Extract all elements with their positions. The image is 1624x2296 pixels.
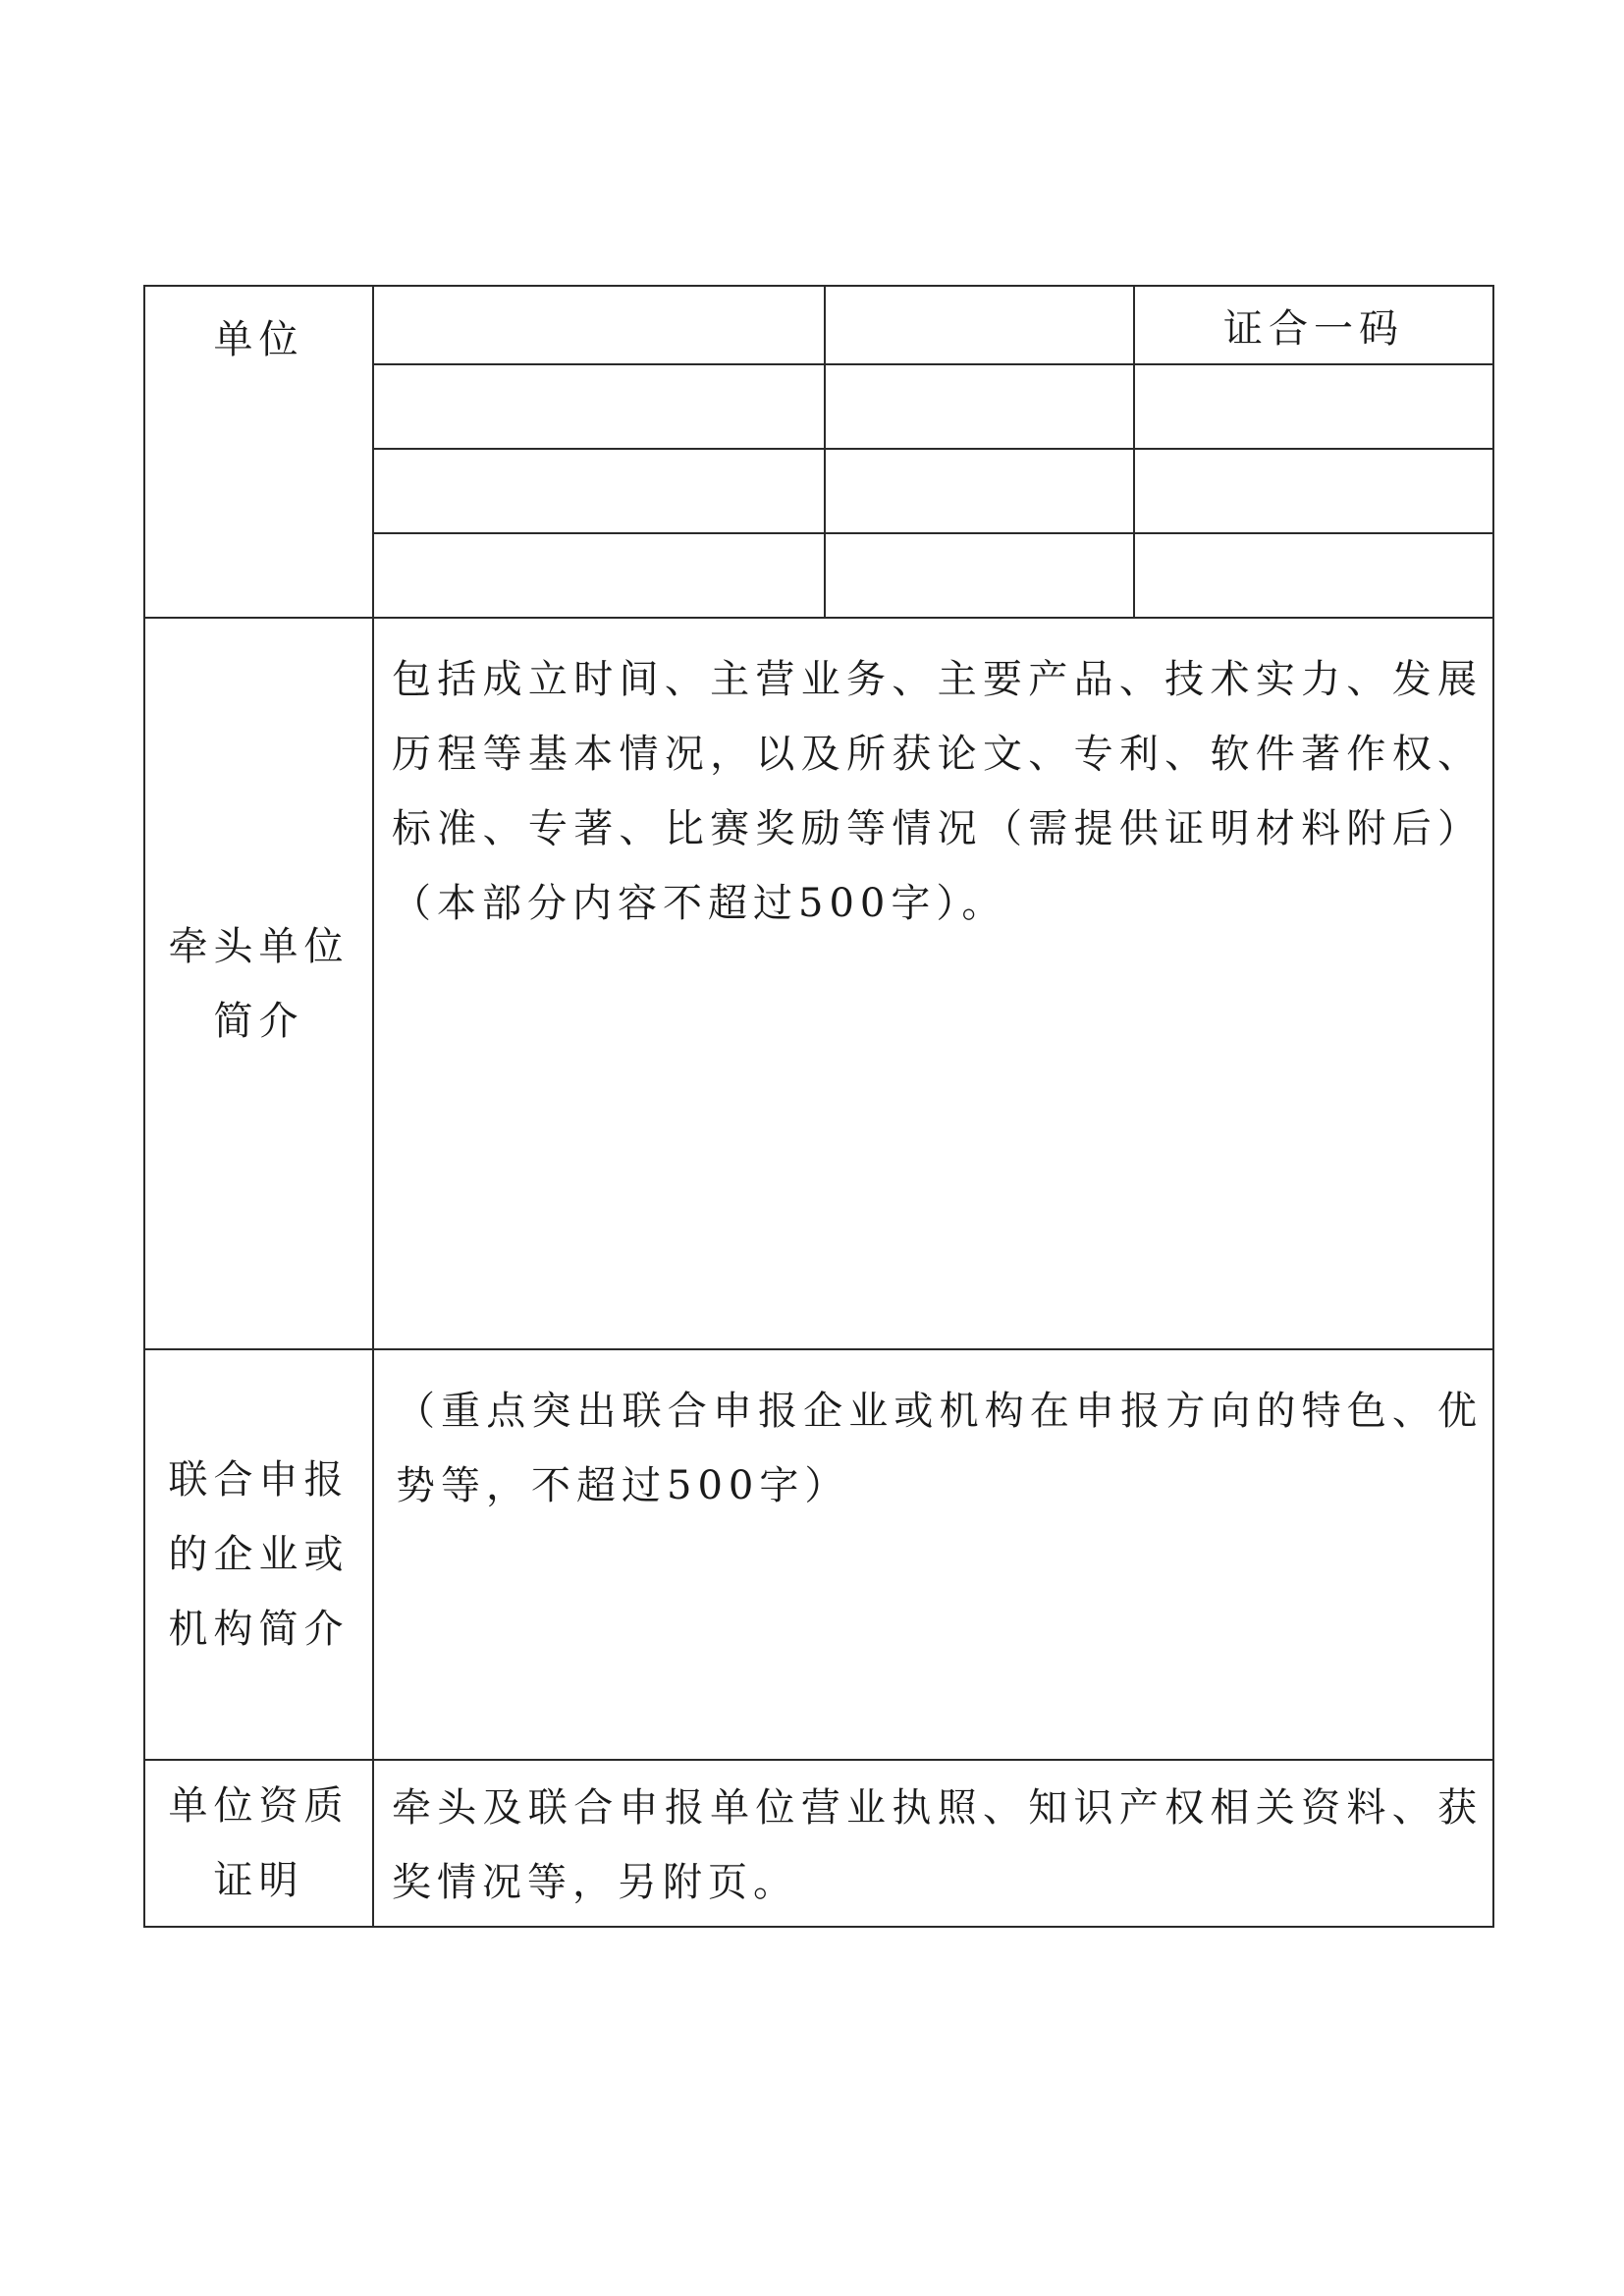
joint-intro-content[interactable]: （重点突出联合申报企业或机构在申报方向的特色、优势等，不超过500字） bbox=[373, 1349, 1493, 1760]
joint-intro-label-line-3: 机构简介 bbox=[168, 1607, 350, 1652]
unit-name-field-1[interactable] bbox=[373, 286, 825, 364]
application-form-table bbox=[143, 285, 1494, 1928]
credit-code-field-4[interactable] bbox=[1134, 533, 1493, 618]
credit-code-field-3[interactable] bbox=[1134, 449, 1493, 533]
unit-info-field-2[interactable] bbox=[825, 364, 1134, 449]
qualification-content[interactable]: 牵头及联合申报单位营业执照、知识产权相关资料、获奖情况等，另附页。 bbox=[373, 1760, 1493, 1927]
qualification-label-line-2: 证明 bbox=[213, 1858, 304, 1903]
lead-unit-intro-label-line-2: 简介 bbox=[213, 998, 304, 1044]
joint-intro-label-line-2: 的企业或 bbox=[168, 1532, 350, 1577]
unit-info-field-4[interactable] bbox=[825, 533, 1134, 618]
lead-unit-intro-row bbox=[144, 618, 1493, 1349]
joint-intro-label bbox=[144, 1349, 373, 1760]
unit-name-field-2[interactable] bbox=[373, 364, 825, 449]
unit-name-field-3[interactable] bbox=[373, 449, 825, 533]
lead-unit-intro-label-line-1: 牵头单位 bbox=[168, 923, 350, 969]
joint-intro-row bbox=[144, 1349, 1493, 1760]
lead-unit-intro-label bbox=[144, 618, 373, 1349]
unit-name-field-4[interactable] bbox=[373, 533, 825, 618]
credit-code-header: 证合一码 bbox=[1134, 286, 1493, 364]
joint-intro-label-line-1: 联合申报 bbox=[168, 1457, 350, 1503]
qualification-label bbox=[144, 1760, 373, 1927]
qualification-label-line-1: 单位资质 bbox=[168, 1783, 350, 1829]
unit-row-1 bbox=[144, 286, 1493, 364]
unit-label: 单位 bbox=[144, 286, 373, 618]
credit-code-field-2[interactable] bbox=[1134, 364, 1493, 449]
lead-unit-intro-content[interactable]: 包括成立时间、主营业务、主要产品、技术实力、发展历程等基本情况，以及所获论文、专利、软件著作权、标准、专著、比赛奖励等情况（需提供证明材料附后）（本部分内容不超过500字）。 bbox=[373, 618, 1493, 1349]
unit-info-field-3[interactable] bbox=[825, 449, 1134, 533]
unit-info-field-1[interactable] bbox=[825, 286, 1134, 364]
qualification-row bbox=[144, 1760, 1493, 1927]
